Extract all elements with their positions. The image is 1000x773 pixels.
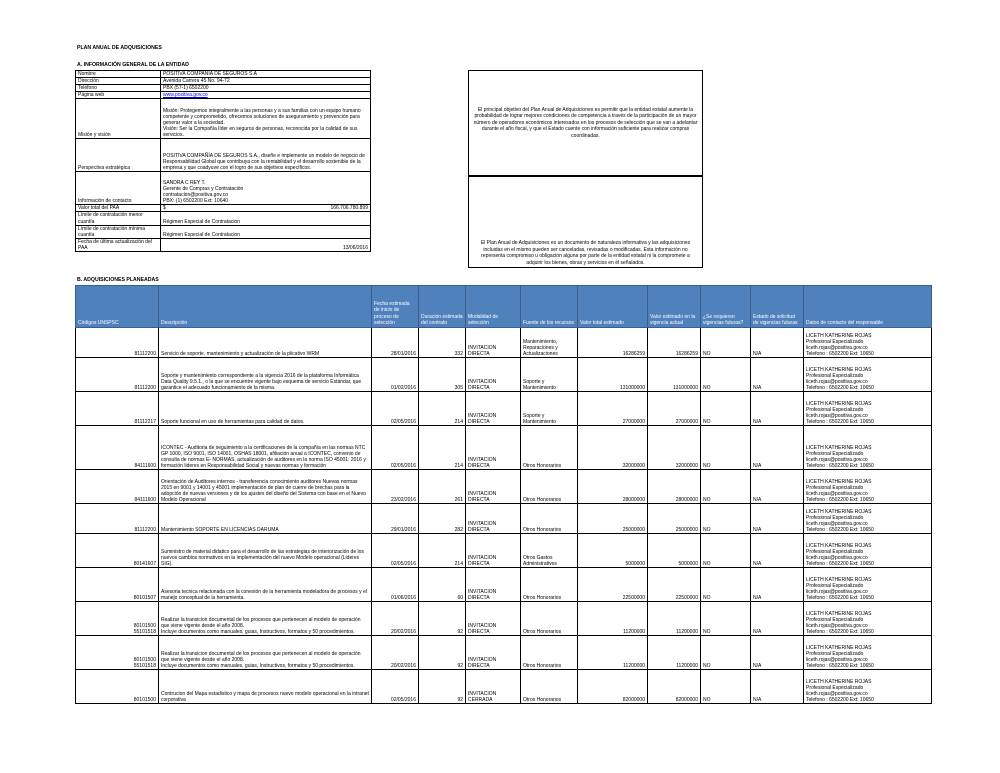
col-descripcion-cell: Soporte funcional en uso de herramientas para calidad de datos. xyxy=(159,392,372,426)
col-estado-solicitud-cell: N/A xyxy=(751,568,804,602)
col-codigo-cell: 81112200 xyxy=(76,504,159,534)
col-descripcion-cell: Soporte y mantenimiento correspondiente a la vigencia 2016 de la plataforma Informática Data Quality 9.5.1., o la que se encuentre vigente bajo esquema de servicio Estándar, que garantice el adecuado funcionamiento de la misma. xyxy=(159,358,372,392)
col-fuente-cell: Otros Honorarios xyxy=(521,568,578,602)
col-codigo-cell: 81112200 xyxy=(76,328,159,358)
col-valor-vigencia-cell: 5000000 xyxy=(648,534,701,568)
col-descripcion-cell: Servicio de soporte, mantenimiento y actualización de la plicativo WRM xyxy=(159,328,372,358)
col-duracion-cell: 60 xyxy=(419,568,466,602)
value-minima-cuantia: Régimen Especial de Contratacion xyxy=(161,225,371,238)
col-fuente-cell: Otros Honorarios xyxy=(521,470,578,504)
table-row xyxy=(76,636,932,670)
col-vigencias-futuras-header: ¿Se requieren vigencias futuras? xyxy=(701,286,751,328)
objective-note-box: El principal objetivo del Plan Anual de Adquisiciones es permitir que la entidad estatal aumente la probabilidad de lograr mejores condiciones de competencia a través de la participación de un mayor número de operadores económicos interesados en los procesos de selección que se van a adelantar durante el año fiscal, y que el Estado cuente con información suficiente para realizar compras coordinadas. xyxy=(468,70,703,176)
col-valor-vigencia-cell: 28000000 xyxy=(648,470,701,504)
col-modalidad-cell: INVITACION CERRADA xyxy=(466,670,521,704)
value-nombre: POSITIVA COMPAÑÍA DE SEGUROS S.A xyxy=(161,71,371,78)
col-duracion-cell: 282 xyxy=(419,504,466,534)
col-vigencias-futuras-cell: NO xyxy=(701,358,751,392)
col-estado-solicitud-cell: N/A xyxy=(751,328,804,358)
col-valor-vigencia-cell: 82000000 xyxy=(648,670,701,704)
entity-info-table xyxy=(75,70,371,252)
table-row xyxy=(76,504,932,534)
col-descripcion-cell: ICONTEC - Auditoria de seguimiento a la certificaciones de la compañía en las normas NTC GP 1000, ISO 9001, ISO 14001, OSHAS 18001, afiliación anual a ICONTEC, convenio de consulta de normas E- NORMAS, actualización de auditores en la norma ISO 45001: 2016 y formación lideres en Responsabilidad Social y nuevas normas y formación xyxy=(159,426,372,470)
col-valor-total-cell: 11200000 xyxy=(578,602,648,636)
col-duracion-cell: 214 xyxy=(419,426,466,470)
col-fecha-cell: 02/05/2016 xyxy=(372,426,419,470)
table-row xyxy=(76,426,932,470)
col-fecha-cell: 02/05/2016 xyxy=(372,670,419,704)
col-valor-total-cell: 28000000 xyxy=(578,470,648,504)
website-link[interactable]: www.positiva.gov.co xyxy=(163,92,208,99)
label-minima-cuantia: Límite de contratación mínima cuantía xyxy=(76,225,161,238)
col-fuente-cell: Soporte y Mantenimiento xyxy=(521,358,578,392)
col-valor-total-cell: 25000000 xyxy=(578,504,648,534)
label-fecha-actualizacion: Fecha de última actualización del PAA xyxy=(76,238,161,251)
col-vigencias-futuras-cell: NO xyxy=(701,504,751,534)
table-row xyxy=(76,470,932,504)
col-estado-solicitud-cell: N/A xyxy=(751,392,804,426)
col-valor-total-cell: 131000000 xyxy=(578,358,648,392)
table-row xyxy=(76,392,932,426)
col-contacto-cell: LICETH KATHERINE ROJAS Profesional Especializado liceth.rojas@positiva.gov.co Telefono : 6502200 Ext: 10650 xyxy=(804,534,932,568)
table-row xyxy=(76,670,932,704)
col-fuente-cell: Otros Honorarios xyxy=(521,426,578,470)
col-modalidad-cell: INVITACION DIRECTA xyxy=(466,568,521,602)
col-valor-vigencia-header: Valor estimado en la vigencia actual xyxy=(648,286,701,328)
value-menor-cuantia: Régimen Especial de Contratacion xyxy=(161,212,371,225)
col-descripcion-cell: Contrucion del Mapa estadistico y mapa de procesos nuevo modelo operacional en la intranet corporativa xyxy=(159,670,372,704)
col-estado-solicitud-cell: N/A xyxy=(751,426,804,470)
col-valor-total-cell: 11200000 xyxy=(578,636,648,670)
value-telefono: PBX (57-1) 6502200 xyxy=(161,85,371,92)
col-codigo-cell: 80101500 xyxy=(76,670,159,704)
planned-acquisitions-table xyxy=(75,285,932,704)
table-header-row xyxy=(76,286,932,328)
label-valor-paa: Valor total del PAA xyxy=(76,205,161,212)
label-menor-cuantia: Límite de contratación menor cuantía xyxy=(76,212,161,225)
col-fuente-cell: Otros Honorarios xyxy=(521,602,578,636)
col-duracion-cell: 92 xyxy=(419,602,466,636)
col-fecha-cell: 28/01/2016 xyxy=(372,328,419,358)
col-contacto-cell: LICETH KATHERINE ROJAS Profesional Especializado liceth.rojas@positiva.gov.co Telefono : 6502200 Ext: 10650 xyxy=(804,358,932,392)
col-modalidad-cell: INVITACION DIRECTA xyxy=(466,470,521,504)
col-codigo-header: Códigos UNSPSC xyxy=(76,286,159,328)
col-fuente-cell: Soporte y Mantenimiento xyxy=(521,392,578,426)
disclaimer-note-box: El Plan Anual de Adquisiciones es un documento de naturaleza informativa y las adquisiciones incluidas en el mismo pueden ser canceladas, revisadas o modificadas. Esta información no representa compromiso u obligación alguna por parte de la entidad estatal ni la compromete a adquirir los bienes, obras y servicios en él señalados. xyxy=(468,176,703,268)
col-duracion-cell: 214 xyxy=(419,392,466,426)
table-row xyxy=(76,568,932,602)
label-telefono: Teléfono xyxy=(76,85,161,92)
col-estado-solicitud-cell: N/A xyxy=(751,534,804,568)
col-valor-vigencia-cell: 11200000 xyxy=(648,636,701,670)
col-fuente-header: Fuente de los recursos xyxy=(521,286,578,328)
col-descripcion-cell: Realizar la transicion documental de los procesos que pertenecen al modelo de operación que viene vigente desde el año 2008. Incluye documentos como manuales, guias, Instructivos, formatos y 50 procedimientos. xyxy=(159,602,372,636)
col-contacto-cell: LICETH KATHERINE ROJAS Profesional Especializado liceth.rojas@positiva.gov.co Telefono : 6502200 Ext: 10650 xyxy=(804,392,932,426)
col-duracion-header: Duración estimada del contrato xyxy=(419,286,466,328)
col-codigo-cell: 80101500 55101518 xyxy=(76,602,159,636)
col-contacto-cell: LICETH KATHERINE ROJAS Profesional Especializado liceth.rojas@positiva.gov.co Telefono : 6502200 Ext: 10650 xyxy=(804,328,932,358)
value-direccion: Avenida Carrera 45 No. 94-72 xyxy=(161,78,371,85)
col-modalidad-cell: INVITACION DIRECTA xyxy=(466,534,521,568)
table-row xyxy=(76,328,932,358)
col-modalidad-cell: INVITACION DIRECTA xyxy=(466,602,521,636)
col-fuente-cell: Otros Honorarios xyxy=(521,670,578,704)
section-b-heading: B. ADQUISICIONES PLANEADAS xyxy=(77,277,159,283)
col-modalidad-cell: INVITACION DIRECTA xyxy=(466,504,521,534)
col-valor-vigencia-cell: 25000000 xyxy=(648,504,701,534)
col-descripcion-cell: Asesoria tecnica relacionada con la conexión de la herramienta modeladora de procesos y el manejo conceptual de la herramienta. xyxy=(159,568,372,602)
col-modalidad-cell: INVITACION DIRECTA xyxy=(466,426,521,470)
table-row xyxy=(76,358,932,392)
col-duracion-cell: 214 xyxy=(419,534,466,568)
col-estado-solicitud-cell: N/A xyxy=(751,602,804,636)
col-codigo-cell: 80141607 xyxy=(76,534,159,568)
col-valor-total-cell: 27000000 xyxy=(578,392,648,426)
col-estado-solicitud-cell: N/A xyxy=(751,636,804,670)
col-modalidad-cell: INVITACION DIRECTA xyxy=(466,636,521,670)
value-fecha-actualizacion: 13/06/2016 xyxy=(161,238,371,251)
col-valor-vigencia-cell: 27000000 xyxy=(648,392,701,426)
col-fecha-cell: 20/02/2016 xyxy=(372,636,419,670)
col-modalidad-cell: INVITACION DIRECTA xyxy=(466,392,521,426)
value-contacto: SANDRA C REY T. Gerente de Compras y Contratación contratacion@positiva.gov.co PBX: (1) 6502200 Ext: 10640 xyxy=(161,172,371,205)
col-codigo-cell: 80101507 xyxy=(76,568,159,602)
col-estado-solicitud-cell: N/A xyxy=(751,504,804,534)
col-valor-vigencia-cell: 32000000 xyxy=(648,426,701,470)
col-fuente-cell: Mantenimiento, Reparaciones y Actualizaciones xyxy=(521,328,578,358)
col-duracion-cell: 92 xyxy=(419,636,466,670)
col-contacto-header: Datos de contacto del responsable xyxy=(804,286,932,328)
col-estado-solicitud-cell: N/A xyxy=(751,470,804,504)
col-fecha-cell: 20/02/2016 xyxy=(372,602,419,636)
section-a-heading: A. INFORMACIÓN GENERAL DE LA ENTIDAD xyxy=(77,62,189,68)
col-fecha-cell: 23/02/2016 xyxy=(372,470,419,504)
col-codigo-cell: 80101500 55101518 xyxy=(76,636,159,670)
col-vigencias-futuras-cell: NO xyxy=(701,602,751,636)
col-contacto-cell: LICETH KATHERINE ROJAS Profesional Especializado liceth.rojas@positiva.gov.co Telefono : 6502200 Ext: 10650 xyxy=(804,426,932,470)
label-perspectiva: Perspectiva estratégica xyxy=(76,139,161,172)
col-fecha-cell: 01/02/2016 xyxy=(372,358,419,392)
col-contacto-cell: LICETH KATHERINE ROJAS Profesional Especializado liceth.rojas@positiva.gov.co Telefono : 6502200 Ext: 10650 xyxy=(804,636,932,670)
col-vigencias-futuras-cell: NO xyxy=(701,670,751,704)
col-codigo-cell: 81112200 xyxy=(76,358,159,392)
col-fecha-cell: 29/01/2016 xyxy=(372,504,419,534)
col-vigencias-futuras-cell: NO xyxy=(701,328,751,358)
col-duracion-cell: 92 xyxy=(419,670,466,704)
col-vigencias-futuras-cell: NO xyxy=(701,426,751,470)
col-contacto-cell: LICETH KATHERINE ROJAS Profesional Especializado liceth.rojas@positiva.gov.co Telefono : 6502200 Ext: 10650 xyxy=(804,470,932,504)
col-fecha-header: Fecha estimada de inicio de proceso de selección xyxy=(372,286,419,328)
col-vigencias-futuras-cell: NO xyxy=(701,534,751,568)
value-valor-paa: 166.706.780.899 xyxy=(330,205,368,212)
currency-symbol: $ xyxy=(163,205,166,212)
col-contacto-cell: LICETH KATHERINE ROJAS Profesional Especializado liceth.rojas@positiva.gov.co Telefono : 6502200 Ext: 10650 xyxy=(804,568,932,602)
col-fecha-cell: 02/05/2016 xyxy=(372,534,419,568)
col-descripcion-header: Descripción xyxy=(159,286,372,328)
col-codigo-cell: 84111600 xyxy=(76,470,159,504)
col-vigencias-futuras-cell: NO xyxy=(701,636,751,670)
col-valor-total-cell: 82000000 xyxy=(578,670,648,704)
col-descripcion-cell: Orientación de Auditores internos - transferencia conocimiento auditores Nuevas normas 2015 en 9001 y 14001 y 45001 implementación de plan de cuerre de brechas para la adopción de nuevas versiones y de los ajustes del diseño del Sistema con base en el Nuevo Modelo Operacional xyxy=(159,470,372,504)
col-valor-vigencia-cell: 131000000 xyxy=(648,358,701,392)
label-contacto: Información de contacto xyxy=(76,172,161,205)
col-valor-vigencia-cell: 11200000 xyxy=(648,602,701,636)
col-fecha-cell: 01/06/2016 xyxy=(372,568,419,602)
col-valor-total-cell: 5000000 xyxy=(578,534,648,568)
col-valor-total-cell: 22500000 xyxy=(578,568,648,602)
col-valor-total-cell: 32000000 xyxy=(578,426,648,470)
col-vigencias-futuras-cell: NO xyxy=(701,392,751,426)
col-codigo-cell: 84111600 xyxy=(76,426,159,470)
col-estado-solicitud-header: Estado de solicitud de vigencias futuras xyxy=(751,286,804,328)
col-fuente-cell: Otros Honorarios xyxy=(521,504,578,534)
col-fuente-cell: Otros Gastos Administrativos xyxy=(521,534,578,568)
col-valor-vigencia-cell: 16286259 xyxy=(648,328,701,358)
value-perspectiva: POSITIVA COMPAÑÍA DE SEGUROS S.A., diseñe e implemente un modelo de negocio de Responsabilidad Global que contribuya con la rentabilidad y el desarrollo sostenible de la empresa y que coadyuve con el logro de sus objetivos específicos. xyxy=(161,139,371,172)
col-codigo-cell: 81112217 xyxy=(76,392,159,426)
col-estado-solicitud-cell: N/A xyxy=(751,670,804,704)
col-vigencias-futuras-cell: NO xyxy=(701,470,751,504)
col-fuente-cell: Otros Honorarios xyxy=(521,636,578,670)
col-descripcion-cell: Mantenimiento SOPORTE EN LICENCIAS DARUMA xyxy=(159,504,372,534)
col-modalidad-cell: INVITACION DIRECTA xyxy=(466,358,521,392)
col-valor-total-cell: 16286259 xyxy=(578,328,648,358)
col-fecha-cell: 02/05/2016 xyxy=(372,392,419,426)
value-mision-vision: Misión: Protegemos integralmente a las personas y a sus familias con un equipo humano competente y comprometido, ofrecemos soluciones de aseguramiento y prevención para generar valor a la sociedad. Visión: Ser la Compañía líder en seguros de personas, reconocida por la calidad de sus servicios. xyxy=(161,99,371,139)
col-vigencias-futuras-cell: NO xyxy=(701,568,751,602)
col-contacto-cell: LICETH KATHERINE ROJAS Profesional Especializado liceth.rojas@positiva.gov.co Telefono : 6502200 Ext: 10650 xyxy=(804,504,932,534)
col-contacto-cell: LICETH KATHERINE ROJAS Profesional Especializado liceth.rojas@positiva.gov.co Telefono : 6502200 Ext: 10650 xyxy=(804,602,932,636)
label-mision-vision: Misión y visión xyxy=(76,99,161,139)
col-descripcion-cell: Suministro de material didatico para el desarrollo de las estrategias de interiorización de los nuevos cambios normativos en la implementación del nuevo Modelo operacional (Lideres SIG). xyxy=(159,534,372,568)
col-contacto-cell: LICETH KATHERINE ROJAS Profesional Especializado liceth.rojas@positiva.gov.co Telefono : 6502200 Ext: 10650 xyxy=(804,670,932,704)
col-descripcion-cell: Realizar la transicion documental de los procesos que pertenecen al modelo de operación que viene vigente desde el año 2008. Incluye documentos como manuales, guias, Instructivos, formatos y 50 procedimientos. xyxy=(159,636,372,670)
label-pagina-web: Página web xyxy=(76,92,161,99)
col-duracion-cell: 305 xyxy=(419,358,466,392)
col-duracion-cell: 261 xyxy=(419,470,466,504)
col-valor-vigencia-cell: 22500000 xyxy=(648,568,701,602)
table-row xyxy=(76,602,932,636)
col-modalidad-header: Modalidad de selección xyxy=(466,286,521,328)
label-direccion: Dirección xyxy=(76,78,161,85)
col-modalidad-cell: INVITACION DIRECTA xyxy=(466,328,521,358)
col-duracion-cell: 332 xyxy=(419,328,466,358)
page-title: PLAN ANUAL DE ADQUISICIONES xyxy=(77,45,162,51)
col-estado-solicitud-cell: N/A xyxy=(751,358,804,392)
table-row xyxy=(76,534,932,568)
col-valor-total-header: Valor total estimado xyxy=(578,286,648,328)
label-nombre: Nombre xyxy=(76,71,161,78)
